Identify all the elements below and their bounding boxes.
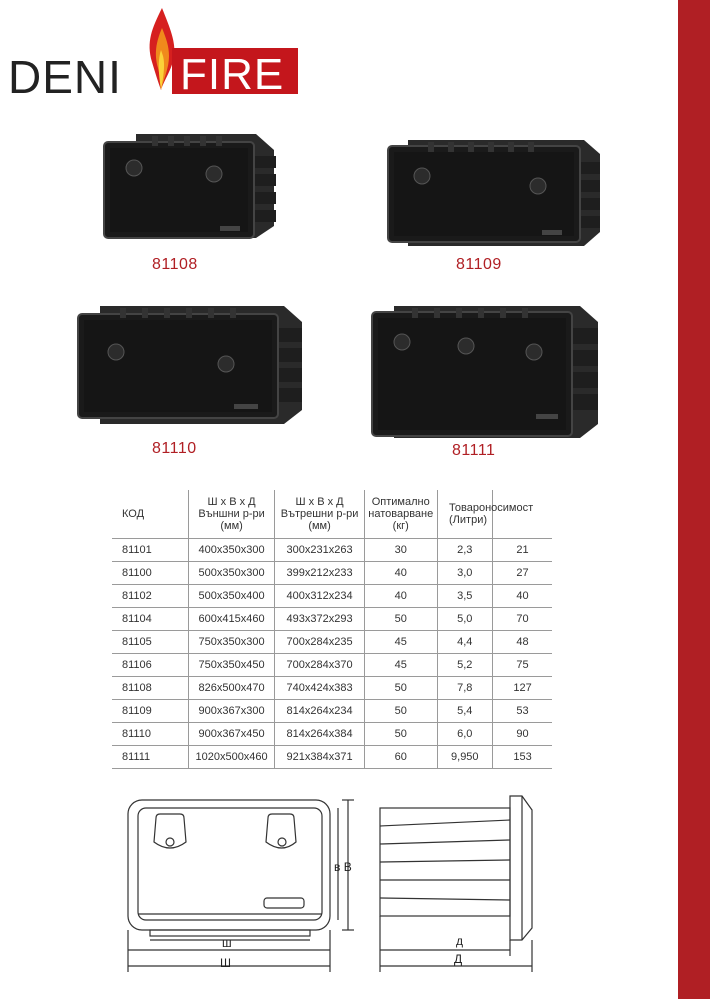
- col-header: [364, 490, 437, 539]
- table-cell: 750x350x300: [188, 631, 274, 654]
- table-cell: 81109: [112, 700, 188, 723]
- outer-depth-label: Д: [454, 952, 463, 966]
- table-cell: 90: [493, 723, 552, 746]
- table-cell: 600x415x460: [188, 608, 274, 631]
- col-header-text: Ш x В x Д Вътрешни р-ри (мм): [280, 496, 359, 532]
- product-card: [96, 126, 296, 276]
- table-cell: 53: [493, 700, 552, 723]
- table-cell: 900x367x300: [188, 700, 274, 723]
- table-cell: 3,0: [437, 562, 492, 585]
- table-row: [112, 654, 552, 677]
- table-cell: 81106: [112, 654, 188, 677]
- product-code: 81108: [152, 256, 198, 273]
- side-accent-band: [678, 0, 710, 999]
- table-row: [112, 746, 552, 769]
- table-cell: 70: [493, 608, 552, 631]
- toolbox-image: [368, 302, 602, 442]
- col-header: [112, 490, 188, 539]
- table-row: [112, 631, 552, 654]
- table-cell: 81102: [112, 585, 188, 608]
- table-cell: 45: [364, 654, 437, 677]
- table-header-row: [112, 490, 552, 539]
- table-cell: 6,0: [437, 723, 492, 746]
- toolbox-image: [70, 300, 306, 428]
- table-cell: 3,5: [437, 585, 492, 608]
- table-cell: 40: [364, 562, 437, 585]
- table-row: [112, 585, 552, 608]
- table-cell: 50: [364, 723, 437, 746]
- table-row: [112, 700, 552, 723]
- product-code: 81109: [456, 256, 502, 273]
- col-header-text: КОД: [122, 508, 145, 520]
- table-cell: 81105: [112, 631, 188, 654]
- table-cell: 153: [493, 746, 552, 769]
- col-header: [275, 490, 365, 539]
- table-row: [112, 677, 552, 700]
- table-cell: 45: [364, 631, 437, 654]
- table-cell: 127: [493, 677, 552, 700]
- table-cell: 5,0: [437, 608, 492, 631]
- inner-width-label: ш: [222, 936, 232, 950]
- table-cell: 400x350x300: [188, 539, 274, 562]
- table-cell: 50: [364, 700, 437, 723]
- table-cell: 81101: [112, 539, 188, 562]
- table-cell: 48: [493, 631, 552, 654]
- height-dimension-label: в В: [334, 860, 352, 874]
- col-header-text: Ш x В x Д Външни р-ри (мм): [198, 496, 265, 532]
- table-body: [112, 539, 552, 769]
- table-cell: 50: [364, 677, 437, 700]
- table-cell: 399x212x233: [275, 562, 365, 585]
- table-cell: 40: [493, 585, 552, 608]
- table-cell: 493x372x293: [275, 608, 365, 631]
- table-cell: 750x350x450: [188, 654, 274, 677]
- table-cell: 5,4: [437, 700, 492, 723]
- table-cell: 814x264x234: [275, 700, 365, 723]
- outer-width-label: Ш: [220, 956, 231, 970]
- table-cell: 826x500x470: [188, 677, 274, 700]
- brand-name-part1: DENI: [8, 51, 122, 103]
- spec-table: [112, 490, 552, 769]
- table-cell: 81108: [112, 677, 188, 700]
- table-cell: 40: [364, 585, 437, 608]
- table-cell: 4,4: [437, 631, 492, 654]
- table-cell: 900x367x450: [188, 723, 274, 746]
- table-cell: 5,2: [437, 654, 492, 677]
- brand-logo: [8, 4, 308, 103]
- table-cell: 9,950: [437, 746, 492, 769]
- table-cell: 27: [493, 562, 552, 585]
- col-header-text: Оптимално натоварване (кг): [368, 496, 434, 532]
- product-card: [378, 136, 618, 276]
- table-cell: 1020x500x460: [188, 746, 274, 769]
- table-cell: 81111: [112, 746, 188, 769]
- toolbox-image: [378, 136, 606, 254]
- table-cell: 500x350x400: [188, 585, 274, 608]
- table-cell: 400x312x234: [275, 585, 365, 608]
- table-cell: 814x264x384: [275, 723, 365, 746]
- table-row: [112, 723, 552, 746]
- table-row: [112, 562, 552, 585]
- front-view-diagram: [120, 790, 360, 990]
- product-code: 81110: [152, 440, 197, 457]
- table-cell: 81104: [112, 608, 188, 631]
- table-cell: 300x231x263: [275, 539, 365, 562]
- table-cell: 700x284x370: [275, 654, 365, 677]
- toolbox-image: [96, 126, 286, 246]
- table-cell: 2,3: [437, 539, 492, 562]
- table-cell: 81110: [112, 723, 188, 746]
- inner-depth-label: д: [456, 934, 464, 948]
- product-code: 81111: [452, 442, 496, 459]
- table-cell: 50: [364, 608, 437, 631]
- table-cell: 60: [364, 746, 437, 769]
- table-cell: 75: [493, 654, 552, 677]
- product-card: [70, 300, 310, 460]
- table-row: [112, 608, 552, 631]
- product-card: [368, 302, 608, 462]
- col-header: [449, 490, 552, 539]
- table-cell: 740x424x383: [275, 677, 365, 700]
- col-header-text: Товароносимост (Литри): [449, 502, 534, 526]
- table-cell: 921x384x371: [275, 746, 365, 769]
- col-header: [188, 490, 274, 539]
- table-cell: 21: [493, 539, 552, 562]
- table-row: [112, 539, 552, 562]
- brand-name-part2: FIRE: [180, 50, 285, 99]
- table-cell: 30: [364, 539, 437, 562]
- table-cell: 81100: [112, 562, 188, 585]
- table-cell: 500x350x300: [188, 562, 274, 585]
- table-cell: 700x284x235: [275, 631, 365, 654]
- table-cell: 7,8: [437, 677, 492, 700]
